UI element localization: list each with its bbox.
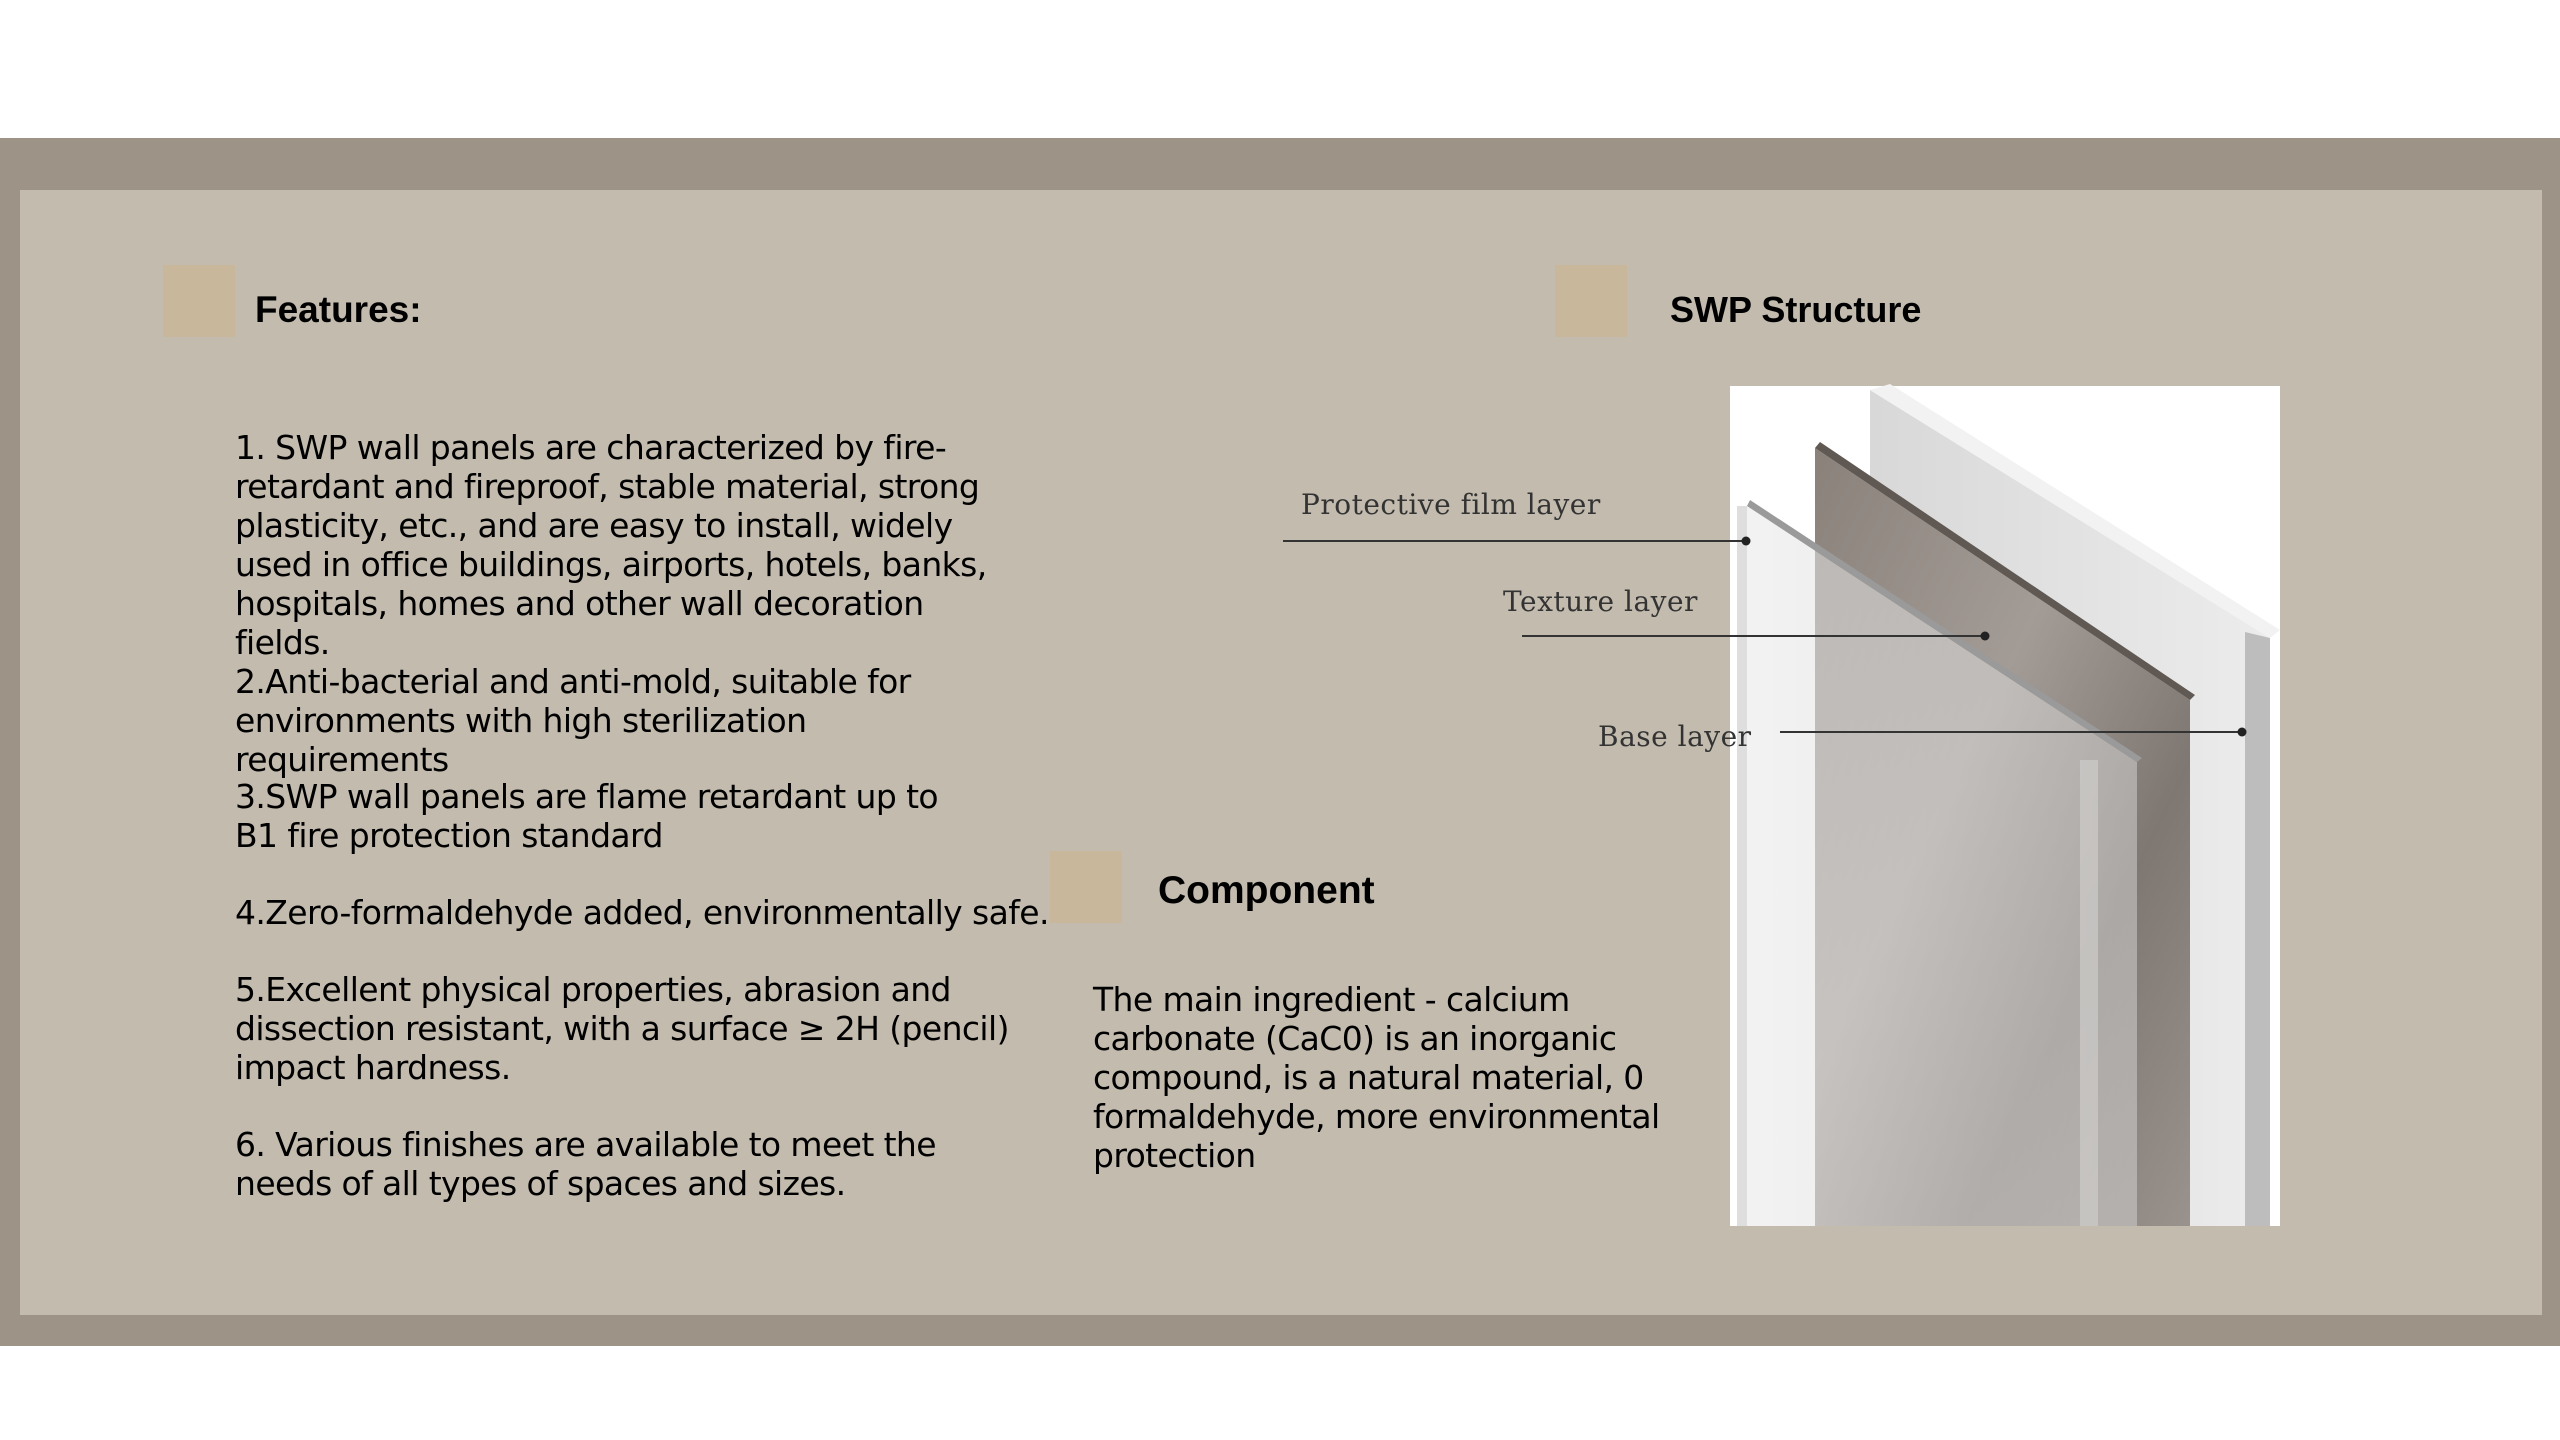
features-title: Features: <box>255 289 422 330</box>
structure-accent-square <box>1555 265 1627 337</box>
component-text: The main ingredient - calcium carbonate (CaC0) is an inorganic compound, is a natural material, 0 formaldehyde, more environmental protection <box>1093 980 1660 1175</box>
feature-item-2: 2.Anti-bacterial and anti-mold, suitable for environments with high sterilization requirements <box>235 662 911 779</box>
component-title: Component <box>1158 869 1375 912</box>
texture-leader-dot <box>1981 632 1990 641</box>
base-layer-label: Base layer <box>1598 720 1752 753</box>
feature-item-4: 4.Zero-formaldehyde added, environmentally safe. <box>235 893 1049 932</box>
protective-leader-dot <box>1742 537 1751 546</box>
component-accent-square <box>1050 851 1122 923</box>
texture-layer-label: Texture layer <box>1503 585 1698 618</box>
feature-item-5: 5.Excellent physical properties, abrasion and dissection resistant, with a surface ≥ 2H (pencil) impact hardness. <box>235 970 1009 1087</box>
base-leader-dot <box>2238 728 2247 737</box>
structure-title: SWP Structure <box>1670 289 1922 330</box>
feature-item-6: 6. Various finishes are available to meet the needs of all types of spaces and sizes. <box>235 1125 936 1203</box>
features-accent-square <box>163 265 235 337</box>
protective-film-label: Protective film layer <box>1301 488 1601 521</box>
feature-item-3: 3.SWP wall panels are flame retardant up to B1 fire protection standard <box>235 777 939 855</box>
feature-item-1: 1. SWP wall panels are characterized by fire-retardant and fireproof, stable material, strong plasticity, etc., and are easy to install, widely used in office buildings, airports, hotels, banks, hospitals, homes and other wall decoration fields. <box>235 428 987 662</box>
